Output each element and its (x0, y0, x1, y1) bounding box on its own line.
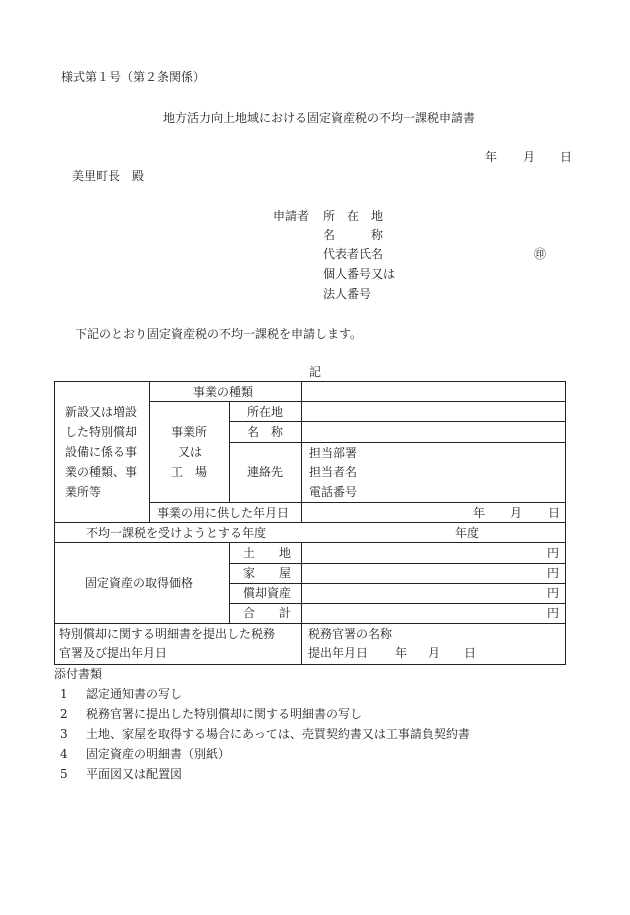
attachment-item (60, 767, 182, 781)
new-facility-label-3: 設備に係る事 (65, 445, 138, 459)
table-rule (229, 442, 566, 443)
applicant-id-label-1: 個人番号又は (323, 267, 396, 281)
tax-office-label: 税務官署の名称 (308, 627, 393, 641)
office-label-2: 又は (178, 445, 203, 459)
location-label: 所在地 (247, 405, 284, 419)
new-facility-label-1: 新設又は増設 (65, 405, 138, 419)
attachment-text: 平面図又は配置図 (86, 767, 183, 781)
business-type-field[interactable] (302, 382, 565, 401)
table-rule (149, 381, 150, 522)
location-field[interactable] (302, 402, 565, 421)
submission-date-year: 年 (395, 646, 408, 660)
asset-total-label: 合 計 (243, 606, 292, 620)
asset-land-label: 土 地 (243, 546, 292, 560)
submission-date-label: 提出年月日 (308, 646, 369, 660)
new-facility-label-5: 業所等 (65, 485, 102, 499)
attachment-text: 固定資産の明細書（別紙） (86, 747, 231, 761)
table-rule (54, 623, 566, 624)
applicant-label: 申請者 (273, 209, 310, 223)
table-rule (229, 542, 230, 623)
start-date-month: 月 (510, 506, 523, 520)
date-year: 年 (485, 150, 498, 164)
asset-land-unit: 円 (547, 546, 560, 560)
table-rule (149, 502, 566, 503)
attachment-number: 3 (60, 727, 68, 741)
table-rule (229, 401, 230, 502)
table-border-bottom (54, 664, 566, 665)
application-table (54, 381, 566, 665)
attachment-item (60, 707, 362, 721)
new-facility-label-4: 業の種類、事 (65, 465, 138, 479)
table-rule (229, 563, 566, 564)
attachment-number: 5 (60, 767, 68, 781)
request-text: 下記のとおり固定資産税の不均一課税を申請します。 (75, 327, 363, 341)
ki-label: 記 (309, 365, 322, 379)
new-facility-label-2: した特別償却 (65, 425, 138, 439)
asset-cost-label: 固定資産の取得価格 (85, 576, 194, 590)
attachment-number: 1 (60, 687, 68, 701)
asset-building-unit: 円 (547, 566, 560, 580)
attachment-item (60, 687, 182, 701)
table-rule (301, 542, 302, 623)
fiscal-year-label: 不均一課税を受けようとする年度 (86, 526, 267, 540)
asset-total-unit: 円 (547, 606, 560, 620)
contact-label: 連絡先 (247, 465, 284, 479)
contact-department-label: 担当部署 (309, 446, 358, 460)
seal-mark: ㊞ (534, 247, 547, 261)
applicant-name-label: 名 称 (323, 228, 384, 242)
asset-building-label: 家 屋 (243, 566, 292, 580)
attachment-text: 認定通知書の写し (86, 687, 183, 701)
attachment-number: 4 (60, 747, 68, 761)
depreciation-label-1: 特別償却に関する明細書を提出した税務 (59, 627, 276, 641)
asset-depreciable-unit: 円 (547, 586, 560, 600)
table-rule (54, 522, 566, 523)
table-rule (229, 603, 566, 604)
table-border-right (565, 381, 566, 665)
contact-phone-label: 電話番号 (309, 485, 358, 499)
applicant-address-label: 所 在 地 (323, 209, 384, 223)
depreciation-label-2: 官署及び提出年月日 (59, 646, 168, 660)
attachment-item (60, 747, 230, 761)
form-title: 地方活力向上地域における固定資産税の不均一課税申請書 (163, 111, 476, 125)
table-rule (229, 583, 566, 584)
office-label-3: 工 場 (171, 465, 208, 479)
submission-date-day: 日 (464, 646, 477, 660)
attachments-heading: 添付書類 (54, 667, 103, 681)
applicant-id-label-2: 法人番号 (323, 287, 372, 301)
table-rule (301, 623, 302, 665)
office-name-field[interactable] (302, 422, 565, 442)
start-date-year: 年 (473, 506, 486, 520)
attachment-item (60, 727, 470, 741)
applicant-representative-label: 代表者氏名 (323, 247, 384, 261)
attachment-text: 土地、家屋を取得する場合にあっては、売買契約書又は工事請負契約書 (86, 727, 470, 741)
addressee: 美里町長 殿 (72, 169, 145, 183)
date-day: 日 (560, 150, 573, 164)
contact-person-label: 担当者名 (309, 465, 358, 479)
fiscal-year-value: 年度 (455, 526, 480, 540)
form-number: 様式第１号（第２条関係） (61, 70, 206, 84)
start-date-label: 事業の用に供した年月日 (157, 506, 290, 520)
submission-date-month: 月 (428, 646, 441, 660)
attachment-text: 税務官署に提出した特別償却に関する明細書の写し (86, 707, 363, 721)
attachment-number: 2 (60, 707, 68, 721)
asset-depreciable-label: 償却資産 (243, 586, 292, 600)
table-rule (54, 542, 566, 543)
business-type-label: 事業の種類 (193, 385, 254, 399)
office-label-1: 事業所 (171, 425, 208, 439)
date-month: 月 (523, 150, 536, 164)
table-border-left (54, 381, 55, 665)
start-date-day: 日 (548, 506, 561, 520)
office-name-label: 名 称 (247, 425, 284, 439)
